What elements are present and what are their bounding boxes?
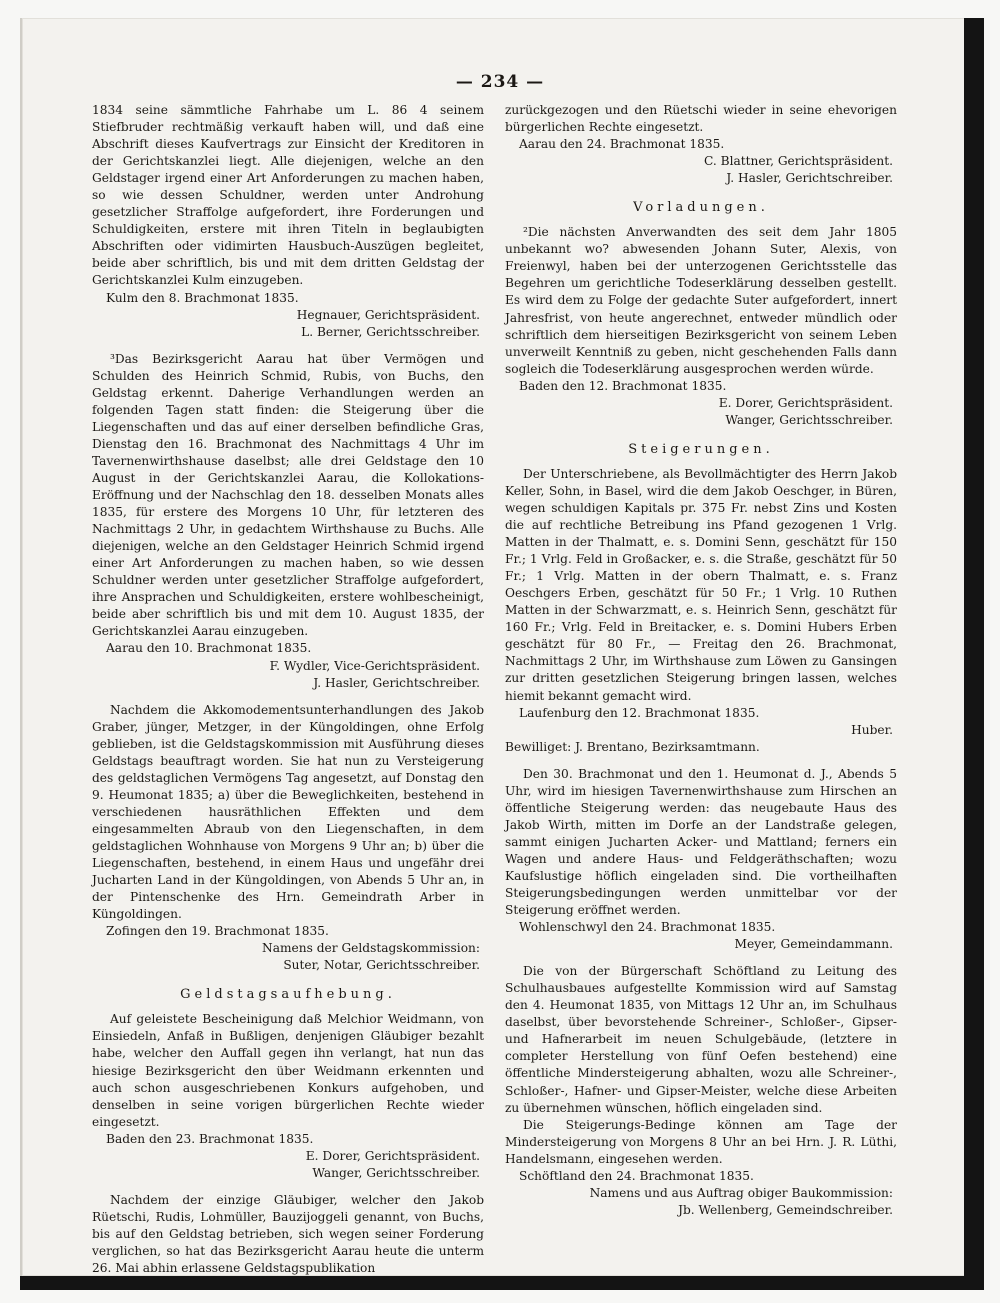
notice-wohlenschwyl-signature: Meyer, Gemeindammann. (734, 937, 893, 952)
right-column (505, 102, 897, 1219)
notice-schoeftland-dateline: Schöftland den 24. Brachmonat 1835. (519, 1168, 754, 1183)
notice-baden-suter-signature-clerk: Wanger, Gerichtsschreiber. (725, 412, 893, 427)
notice-kulm-signature-president: Hegnauer, Gerichtspräsident. (296, 307, 480, 322)
notice-baden-weidmann-signature-president: E. Dorer, Gerichtspräsident. (305, 1148, 480, 1163)
notice-kulm-text: 1834 seine sämmtliche Fahrhabe um L. 86 4 seinem Stiefbruder rechtmäßig verkauft haben will, und daß eine Abschrift dieses Kaufvertrags zur Einsicht der Kreditoren in der Gerichtskanzlei liegt. Alle diejenigen, welche an den Geldstager irgend einer Art Anforderungen zu machen haben, so wie dessen Schuldner, werden unter Androhung gesetzlicher Straffolge aufgefordert, ihre Forderungen und Schuldigkeiten, erstere mit ihren Titeln in beglaubigten Abschriften oder vidimirten Hausbuch-Auszügen begleitet, beide aber schriftlich, bis und mit dem dritten Geldstag der Gerichtskanzlei Kulm einzugeben. (92, 103, 484, 288)
notice-laufenburg-text: Der Unterschriebene, als Bevollmächtigter des Herrn Jakob Keller, Sohn, in Basel, wird die dem Jakob Oeschger, in Büren, wegen schuldigen Kapitals pr. 375 Fr. nebst Zins und Kosten die auf rechtliche Betreibung ins Pfand gezogenen 1 Vrlg. Matten in der Thalmatt, e. s. Domini Senn, geschätzt für 150 Fr.; 1 Vrlg. Feld in Großacker, e. s. die Straße, geschätzt für 50 Fr.; 1 Vrlg. Matten in der obern Thalmatt, e. s. Franz Oeschgers Erben, geschätzt für 50 Fr.; 1 Vrlg. 10 Ruthen Matten in der Schwarzmatt, e. s. Heinrich Senn, geschätzt für 160 Fr.; Vrlg. Feld in Breitacker, e. s. Domini Hubers Erben geschätzt für 80 Fr., — Freitag den 26. Brachmonat, Nachmittags 2 Uhr, im Wirthshause zum Löwen zu Gansingen zur dritten gesetzlichen Steigerung bringen lassen, welches hiemit bekannt gemacht wird. (505, 466, 897, 703)
notice-baden-weidmann-text: Auf geleistete Bescheinigung daß Melchior Weidmann, von Einsiedeln, Anfaß in Bußligen, denjenigen Gläubiger bezahlt habe, welcher den Auffall gegen ihn verlangt, hat nun das hiesige Bezirksgericht den über Weidmann erkennten und auch schon ausgeschriebenen Konkurs aufgehoben, und denselben in seine vorigen bürgerlichen Rechte wieder eingesetzt. (92, 1012, 484, 1129)
notice-aarau-rueetschi-text: Nachdem der einzige Gläubiger, welcher den Jakob Rüetschi, Rudis, Lohmüller, Bauzijoggeli genannt, von Buchs, bis auf den Geldstag betrieben, sich wegen seiner Forderung verglichen, so hat das Bezirksgericht Aarau heute die unterm 26. Mai abhin erlassene Geldstagspublikation (92, 1192, 484, 1276)
notice-baden-suter-text: ²Die nächsten Anverwandten des seit dem Jahr 1805 unbekannt wo? abwesenden Johann Suter, Alexis, von Freienwyl, haben bei der unterzogenen Gerichtsstelle das Begehren um gerichtliche Todeserklärung desselben gestellt. Es wird dem zu Folge der gedachte Suter aufgefordert, innert Jahresfrist, von heute angerechnet, entweder mündlich oder schriftlich dem hierseitigen Bezirksgericht von seinem Leben unverweilt Kenntniß zu geben, nicht geschehenden Falls dann sogleich die Todeserklärung ausgesprochen werden würde. (505, 225, 897, 376)
notice-baden-weidmann-signature-clerk: Wanger, Gerichtsschreiber. (312, 1165, 480, 1180)
notice-wohlenschwyl-text: Den 30. Brachmonat und den 1. Heumonat d. J., Abends 5 Uhr, wird im hiesigen Tavernenwirthshause zum Hirschen an öffentliche Steigerung werden: das neugebaute Haus des Jakob Wirth, mitten im Dorfe an der Landstraße gelegen, sammt einigen Jucharten Acker- und Mattland; ferners ein Wagen und andere Haus- und Feldgeräthschaften; wozu Kaufslustige höflich eingeladen sind. Die vortheilhaften Steigerungsbedingungen werden unmittelbar vor der Steigerung eröffnet werden. (505, 766, 897, 918)
scan-margin-right (984, 0, 1000, 1303)
notice-schoeftland-signature-commission: Namens und aus Auftrag obiger Baukommission: (589, 1185, 893, 1200)
notice-schoeftland-signature-clerk: Jb. Wellenberg, Gemeindschreiber. (678, 1202, 893, 1217)
notice-wohlenschwyl-dateline: Wohlenschwyl den 24. Brachmonat 1835. (519, 920, 776, 935)
notice-aarau-rueetschi-signature-president: C. Blattner, Gerichtspräsident. (703, 154, 893, 169)
notice-aarau-rueetschi-signature-clerk: J. Hasler, Gerichtschreiber. (726, 171, 893, 186)
notice-laufenburg-signature: Huber. (851, 722, 893, 737)
notice-laufenburg-approval: Bewilliget: J. Brentano, Bezirksamtmann. (505, 739, 760, 754)
page-number: — 234 — (455, 72, 545, 92)
notice-aarau-rueetschi-dateline: Aarau den 24. Brachmonat 1835. (519, 137, 725, 152)
notice-aarau-schmid-dateline: Aarau den 10. Brachmonat 1835. (106, 641, 312, 656)
notice-zofingen-dateline: Zofingen den 19. Brachmonat 1835. (106, 924, 329, 939)
notice-zofingen-signature-commission: Namens der Geldstagskommission: (262, 941, 480, 956)
notice-baden-suter-dateline: Baden den 12. Brachmonat 1835. (519, 378, 727, 393)
notice-laufenburg-dateline: Laufenburg den 12. Brachmonat 1835. (519, 705, 760, 720)
notice-zofingen-text: Nachdem die Akkomodementsunterhandlungen des Jakob Graber, jünger, Metzger, in der Küngoldingen, ohne Erfolg geblieben, ist die Geldstagskommission mit Ausführung dieses Geldstags beauftragt worden. Sie hat nun zu Versteigerung des geldstaglichen Vermögens Tag angesetzt, auf Donstag den 9. Heumonat 1835; a) über die Beweglichkeiten, bestehend in verschiedenen hausräthlichen Effekten und dem eingesammelten Abraub von den Liegenschaften, in dem geldstaglichen Wohnhause von Morgens 9 Uhr an; b) über die Liegenschaften, bestehend, in einem Haus und ungefähr drei Jucharten Land in der Küngoldingen, von Abends 5 Uhr an, in der Pintenschenke des Hrn. Gemeindrath Arber in Küngoldingen. (92, 702, 484, 922)
notice-aarau-schmid-signature-president: F. Wydler, Vice-Gerichtspräsident. (269, 658, 480, 673)
notice-baden-weidmann-dateline: Baden den 23. Brachmonat 1835. (106, 1131, 314, 1146)
section-heading-vorladungen: Vorladungen. (633, 200, 769, 216)
section-heading-geldstagsaufhebung: Geldstagsaufhebung. (180, 987, 396, 1003)
notice-aarau-schmid-signature-clerk: J. Hasler, Gerichtschreiber. (313, 675, 480, 690)
left-column (92, 102, 484, 1277)
scan-dark-edge-right (964, 18, 984, 1276)
notice-schoeftland-text: Die von der Bürgerschaft Schöftland zu Leitung des Schulhausbaues aufgestellte Kommission wird auf Samstag den 4. Heumonat 1835, von Mittags 12 Uhr an, im Schulhaus daselbst, über bevorstehende Schreiner-, Schloßer-, Gipser- und Hafnerarbeit im neuen Schulgebäude, (letztere in completer Herstellung von fünf Oefen bestehend) eine öffentliche Mindersteigerung abhalten, wozu alle Schreiner-, Schloßer-, Hafner- und Gipser-Meister, welche diese Arbeiten zu übernehmen wünschen, höflich eingeladen sind. (505, 964, 897, 1115)
notice-aarau-rueetschi-continuation: zurückgezogen und den Rüetschi wieder in seine ehevorigen bürgerlichen Rechte eingesetzt. (505, 103, 897, 135)
notice-kulm-dateline: Kulm den 8. Brachmonat 1835. (106, 290, 299, 305)
notice-baden-suter-signature-president: E. Dorer, Gerichtspräsident. (718, 395, 893, 410)
notice-schoeftland-text-conditions: Die Steigerungs-Bedinge können am Tage der Mindersteigerung von Morgens 8 Uhr an bei Hrn. J. R. Lüthi, Handelsmann, eingesehen werden. (505, 1117, 897, 1166)
section-heading-steigerungen: Steigerungen. (628, 441, 774, 457)
notice-aarau-schmid-text: ³Das Bezirksgericht Aarau hat über Vermögen und Schulden des Heinrich Schmid, Rubis, von Buchs, den Geldstag erkennt. Daherige Verhandlungen werden an folgenden Tagen statt finden: die Steigerung über die Liegenschaften und das auf einer derselben befindliche Gras, Dienstag den 16. Brachmonat des Nachmittags 4 Uhr im Tavernenwirthshause daselbst; alle drei Geldstage den 10 August in der Gerichtskanzlei Aarau, die Kollokations-Eröffnung und der Nachschlag den 18. desselben Monats alles 1835, für erstere des Morgens 10 Uhr, für letzteren des Nachmittags 2 Uhr, in gedachtem Wirthshause zu Buchs. Alle diejenigen, welche an den Geldstager Heinrich Schmid irgend einer Art Anforderungen zu machen haben, so wie dessen Schuldner werden unter gesetzlicher Straffolge aufgefordert, ihre Ansprachen und Schuldigkeiten, erstere wohlbescheinigt, beide aber schriftlich bis und mit dem 10. August 1835, der Gerichtskanzlei Aarau einzugeben. (92, 351, 484, 639)
scan-dark-edge-bottom (20, 1276, 984, 1290)
notice-zofingen-signature-notary: Suter, Notar, Gerichtsschreiber. (283, 958, 480, 973)
notice-kulm-signature-clerk: L. Berner, Gerichtsschreiber. (301, 324, 480, 339)
